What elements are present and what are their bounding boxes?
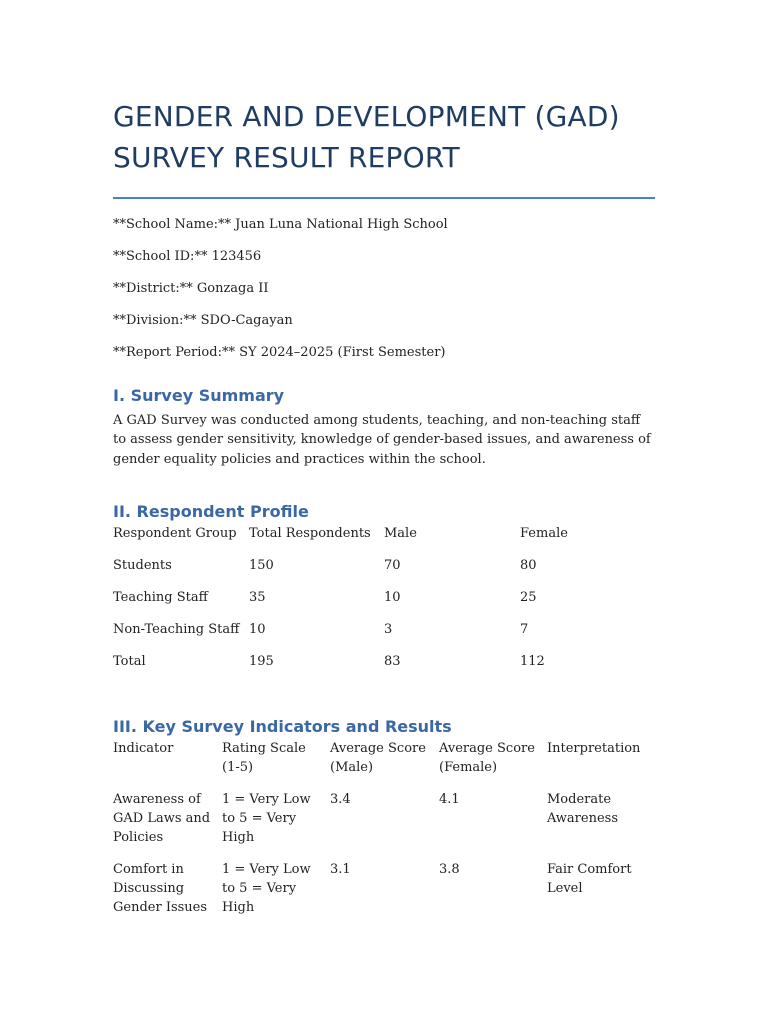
- table-cell: Students: [113, 558, 172, 574]
- table-cell: [547, 860, 655, 930]
- table-row: [113, 620, 655, 652]
- column-header: Female: [520, 526, 568, 542]
- respondent-profile-table: [113, 524, 655, 684]
- column-header: [439, 739, 547, 790]
- table-row: [113, 860, 655, 930]
- table-cell: 10: [249, 622, 266, 638]
- cell-text: Comfort in Discussing Gender Issues: [113, 862, 208, 916]
- title-divider: [113, 197, 655, 199]
- table-cell: [439, 860, 547, 930]
- table-cell: [222, 860, 330, 930]
- column-header-text: Interpretation: [547, 741, 641, 757]
- school-info: [113, 216, 655, 376]
- school-id-line: **School ID:** 123456: [113, 248, 262, 264]
- table-cell: 7: [520, 622, 529, 638]
- table-header-row: [113, 739, 655, 790]
- table-cell: Teaching Staff: [113, 590, 208, 606]
- cell-text: 4.1: [439, 792, 460, 808]
- table-cell: 80: [520, 558, 537, 574]
- cell-text: 1 = Very Low to 5 = Very High: [222, 792, 311, 846]
- column-header-text: Rating Scale (1-5): [222, 741, 306, 776]
- cell-text: 3.8: [439, 862, 460, 878]
- cell-text: 3.1: [330, 862, 351, 878]
- table-cell: [439, 790, 547, 860]
- table-cell: [222, 790, 330, 860]
- column-header: [222, 739, 330, 790]
- survey-summary-heading: I. Survey Summary: [113, 385, 285, 405]
- survey-summary-text: A GAD Survey was conducted among students, teaching, and non-teaching staff to assess gender sensitivity, knowledge of gender-based issues, and awareness of gender equality policies and practices within the school.: [113, 412, 651, 467]
- table-row-total: [113, 652, 655, 684]
- table-row: [113, 588, 655, 620]
- document-page: [113, 0, 655, 930]
- division-line: **Division:** SDO-Cagayan: [113, 312, 293, 328]
- table-cell: 150: [249, 558, 274, 574]
- column-header: [330, 739, 439, 790]
- table-cell: [330, 860, 439, 930]
- table-cell: 83: [384, 654, 401, 670]
- page-title: [113, 96, 655, 178]
- table-cell: [113, 860, 222, 930]
- column-header: Total Respondents: [249, 526, 371, 542]
- school-name-line: **School Name:** Juan Luna National High School: [113, 216, 448, 232]
- table-cell: [113, 790, 222, 860]
- column-header-text: Indicator: [113, 741, 174, 757]
- table-cell: 35: [249, 590, 266, 606]
- column-header-text: Average Score (Female): [439, 741, 535, 776]
- column-header: [113, 739, 222, 790]
- district-line: **District:** Gonzaga II: [113, 280, 269, 296]
- column-header: Respondent Group: [113, 526, 237, 542]
- cell-text: Fair Comfort Level: [547, 862, 632, 897]
- column-header: Male: [384, 526, 417, 542]
- key-indicators-table: [113, 739, 655, 930]
- respondent-profile-heading: II. Respondent Profile: [113, 502, 309, 522]
- key-indicators-heading: III. Key Survey Indicators and Results: [113, 717, 452, 737]
- table-cell: 10: [384, 590, 401, 606]
- table-header-row: [113, 524, 655, 556]
- table-cell: Non-Teaching Staff: [113, 622, 240, 638]
- cell-text: Moderate Awareness: [547, 792, 618, 827]
- table-row: [113, 790, 655, 860]
- column-header-text: Average Score (Male): [330, 741, 426, 776]
- table-cell: Total: [113, 654, 146, 670]
- table-cell: 70: [384, 558, 401, 574]
- table-cell: 112: [520, 654, 545, 670]
- cell-text: 3.4: [330, 792, 351, 808]
- table-cell: [547, 790, 655, 860]
- report-period-line: **Report Period:** SY 2024–2025 (First Semester): [113, 344, 446, 360]
- table-cell: [330, 790, 439, 860]
- table-cell: 3: [384, 622, 393, 638]
- table-cell: 195: [249, 654, 274, 670]
- page-title-line-1: GENDER AND DEVELOPMENT (GAD): [113, 100, 620, 133]
- cell-text: Awareness of GAD Laws and Policies: [113, 792, 211, 846]
- cell-text: 1 = Very Low to 5 = Very High: [222, 862, 311, 916]
- column-header: [547, 739, 655, 790]
- table-row: [113, 556, 655, 588]
- page-title-line-2: SURVEY RESULT REPORT: [113, 141, 460, 174]
- table-cell: 25: [520, 590, 537, 606]
